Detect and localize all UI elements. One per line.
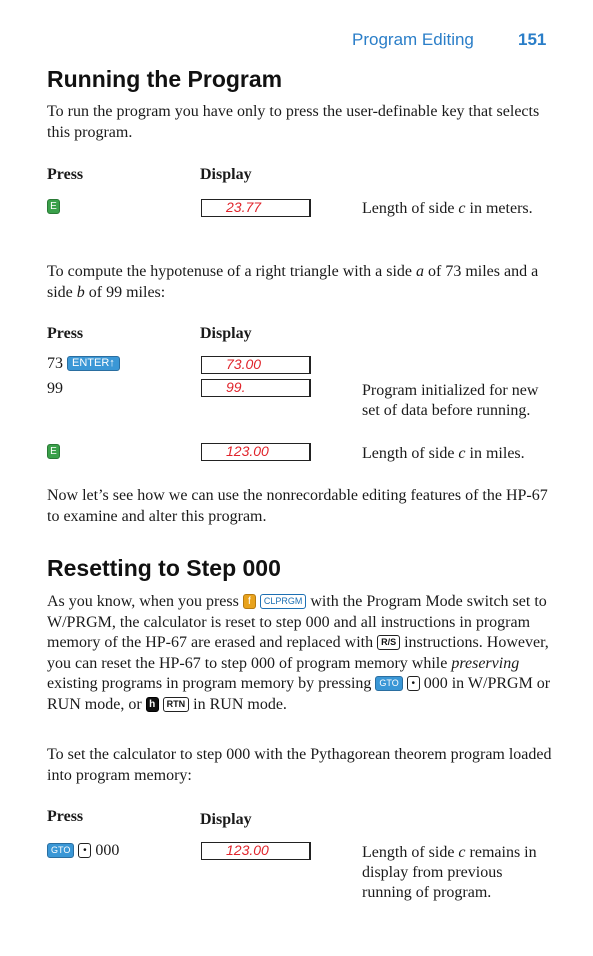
hypotenuse-paragraph: To compute the hypotenuse of a right triangle with a side a of 73 miles and a side b of 99 miles: xyxy=(47,263,539,301)
row-note: Program initialized for new set of data before running. xyxy=(362,382,539,419)
resetting-paragraph: As you know, when you press f CLPRGM with the Program Mode switch set to W/PRGM, the calculator is reset to step 000 and all instructions in program memory of the HP-67 are erased and replaced with R/S instructions. However, you can reset the HP-67 to step 000 of program memory while preserving existing programs in program memory by pressing GTO • 000 in W/PRGM or RUN mode, or h RTN in RUN mode. xyxy=(47,593,551,713)
step-number: 000 xyxy=(95,842,120,859)
e-key: E xyxy=(47,444,60,459)
display-column-header: Display xyxy=(200,325,252,342)
press-column-header: Press xyxy=(47,166,84,183)
enter-key: ENTER↑ xyxy=(67,356,120,371)
keystroke-row-2 xyxy=(47,355,120,373)
e-key: E xyxy=(47,199,60,214)
keystroke-row-3: 99 xyxy=(47,380,63,397)
decimal-point-key: • xyxy=(78,843,91,858)
section-heading-resetting: Resetting to Step 000 xyxy=(47,555,281,581)
display-readout: 73.00 xyxy=(201,356,311,374)
intro-paragraph: To run the program you have only to press the user-definable key that selects this program. xyxy=(47,103,540,141)
row-note: Length of side c remains in display from previous running of program. xyxy=(362,844,537,901)
rtn-key: RTN xyxy=(163,697,190,712)
decimal-point-key: • xyxy=(407,676,420,691)
h-key: h xyxy=(146,697,159,712)
run-stop-key: R/S xyxy=(377,635,400,650)
page-number: 151 xyxy=(518,30,547,49)
row-note: Length of side c in meters. xyxy=(362,200,533,217)
keystroke-row-1 xyxy=(47,198,60,216)
keystroke-row-5 xyxy=(47,842,119,860)
display-column-header: Display xyxy=(200,166,252,183)
press-column-header: Press xyxy=(47,325,84,342)
display-readout: 23.77 xyxy=(201,199,311,217)
gto-key: GTO xyxy=(375,676,402,691)
f-key: f xyxy=(243,594,256,609)
running-header-title: Program Editing xyxy=(352,30,474,49)
section-heading-running: Running the Program xyxy=(47,66,283,92)
row-note: Length of side c in miles. xyxy=(362,445,525,462)
display-readout: 123.00 xyxy=(201,842,311,860)
clprgm-key: CLPRGM xyxy=(260,594,307,609)
keystroke-row-4 xyxy=(47,443,60,461)
editing-features-paragraph: Now let’s see how we can use the nonrecordable editing features of the HP-67 to examine and alter this program. xyxy=(47,487,548,525)
display-readout: 99. xyxy=(201,379,311,397)
press-column-header: Press xyxy=(47,808,84,825)
gto-key: GTO xyxy=(47,843,74,858)
number-entry: 73 xyxy=(47,355,63,372)
pythagorean-paragraph: To set the calculator to step 000 with the Pythagorean theorem program loaded into program memory: xyxy=(47,746,552,784)
display-column-header: Display xyxy=(200,811,252,828)
display-readout: 123.00 xyxy=(201,443,311,461)
